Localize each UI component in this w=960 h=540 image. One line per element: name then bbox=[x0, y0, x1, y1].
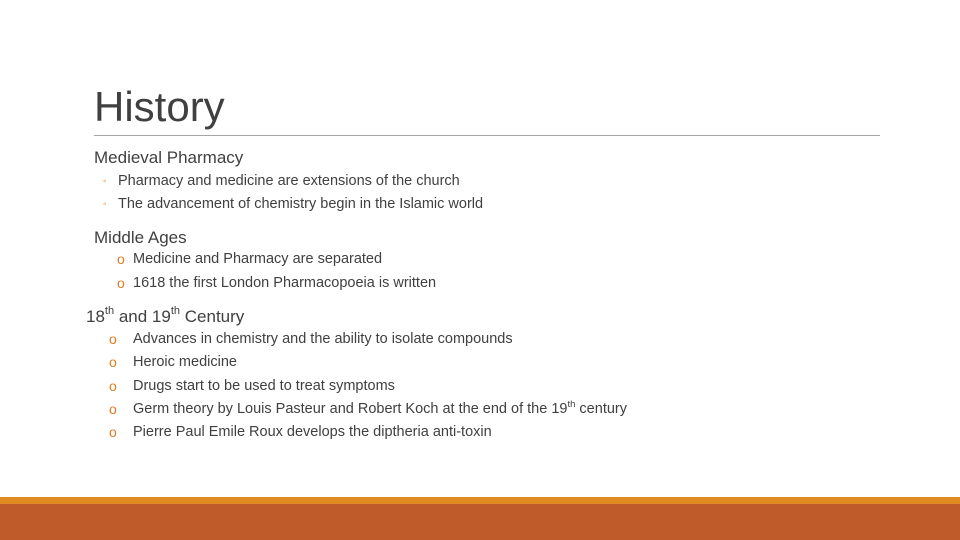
bullet-text: Heroic medicine bbox=[133, 354, 237, 370]
bullet-text: Drugs start to be used to treat symptoms bbox=[133, 378, 395, 394]
bullet-text: Medicine and Pharmacy are separated bbox=[133, 251, 383, 267]
bullet-text: The advancement of chemistry begin in the Islamic world bbox=[118, 196, 484, 212]
section-heading-middle-ages: Middle Ages bbox=[94, 228, 187, 247]
bullet-marker-o: o bbox=[109, 424, 117, 440]
section-heading-18th-19th-century: 18th and 19th Century bbox=[86, 305, 245, 326]
bullet-text: 1618 the first London Pharmacopoeia is written bbox=[133, 275, 437, 291]
bullet-marker-circle: ◦ bbox=[103, 199, 107, 210]
bullet-marker-o: o bbox=[109, 331, 117, 347]
bullet-marker-o: o bbox=[109, 378, 117, 394]
bullet-marker-o: o bbox=[109, 401, 117, 417]
bullet-text: Pharmacy and medicine are extensions of the church bbox=[118, 173, 460, 189]
section-heading-medieval: Medieval Pharmacy bbox=[94, 148, 244, 167]
bullet-text: Advances in chemistry and the ability to isolate compounds bbox=[133, 331, 513, 347]
bullet-marker-circle: ◦ bbox=[103, 176, 107, 187]
footer-bar bbox=[0, 504, 960, 540]
footer-accent-stripe bbox=[0, 497, 960, 504]
slide-title: History bbox=[94, 83, 225, 130]
bullet-marker-o: o bbox=[117, 251, 125, 267]
bullet-marker-o: o bbox=[117, 275, 125, 291]
bullet-marker-o: o bbox=[109, 354, 117, 370]
title-divider bbox=[94, 135, 880, 136]
bullet-text: Germ theory by Louis Pasteur and Robert Koch at the end of the 19th century bbox=[133, 399, 627, 417]
bullet-text: Pierre Paul Emile Roux develops the diptheria anti-toxin bbox=[133, 424, 492, 440]
